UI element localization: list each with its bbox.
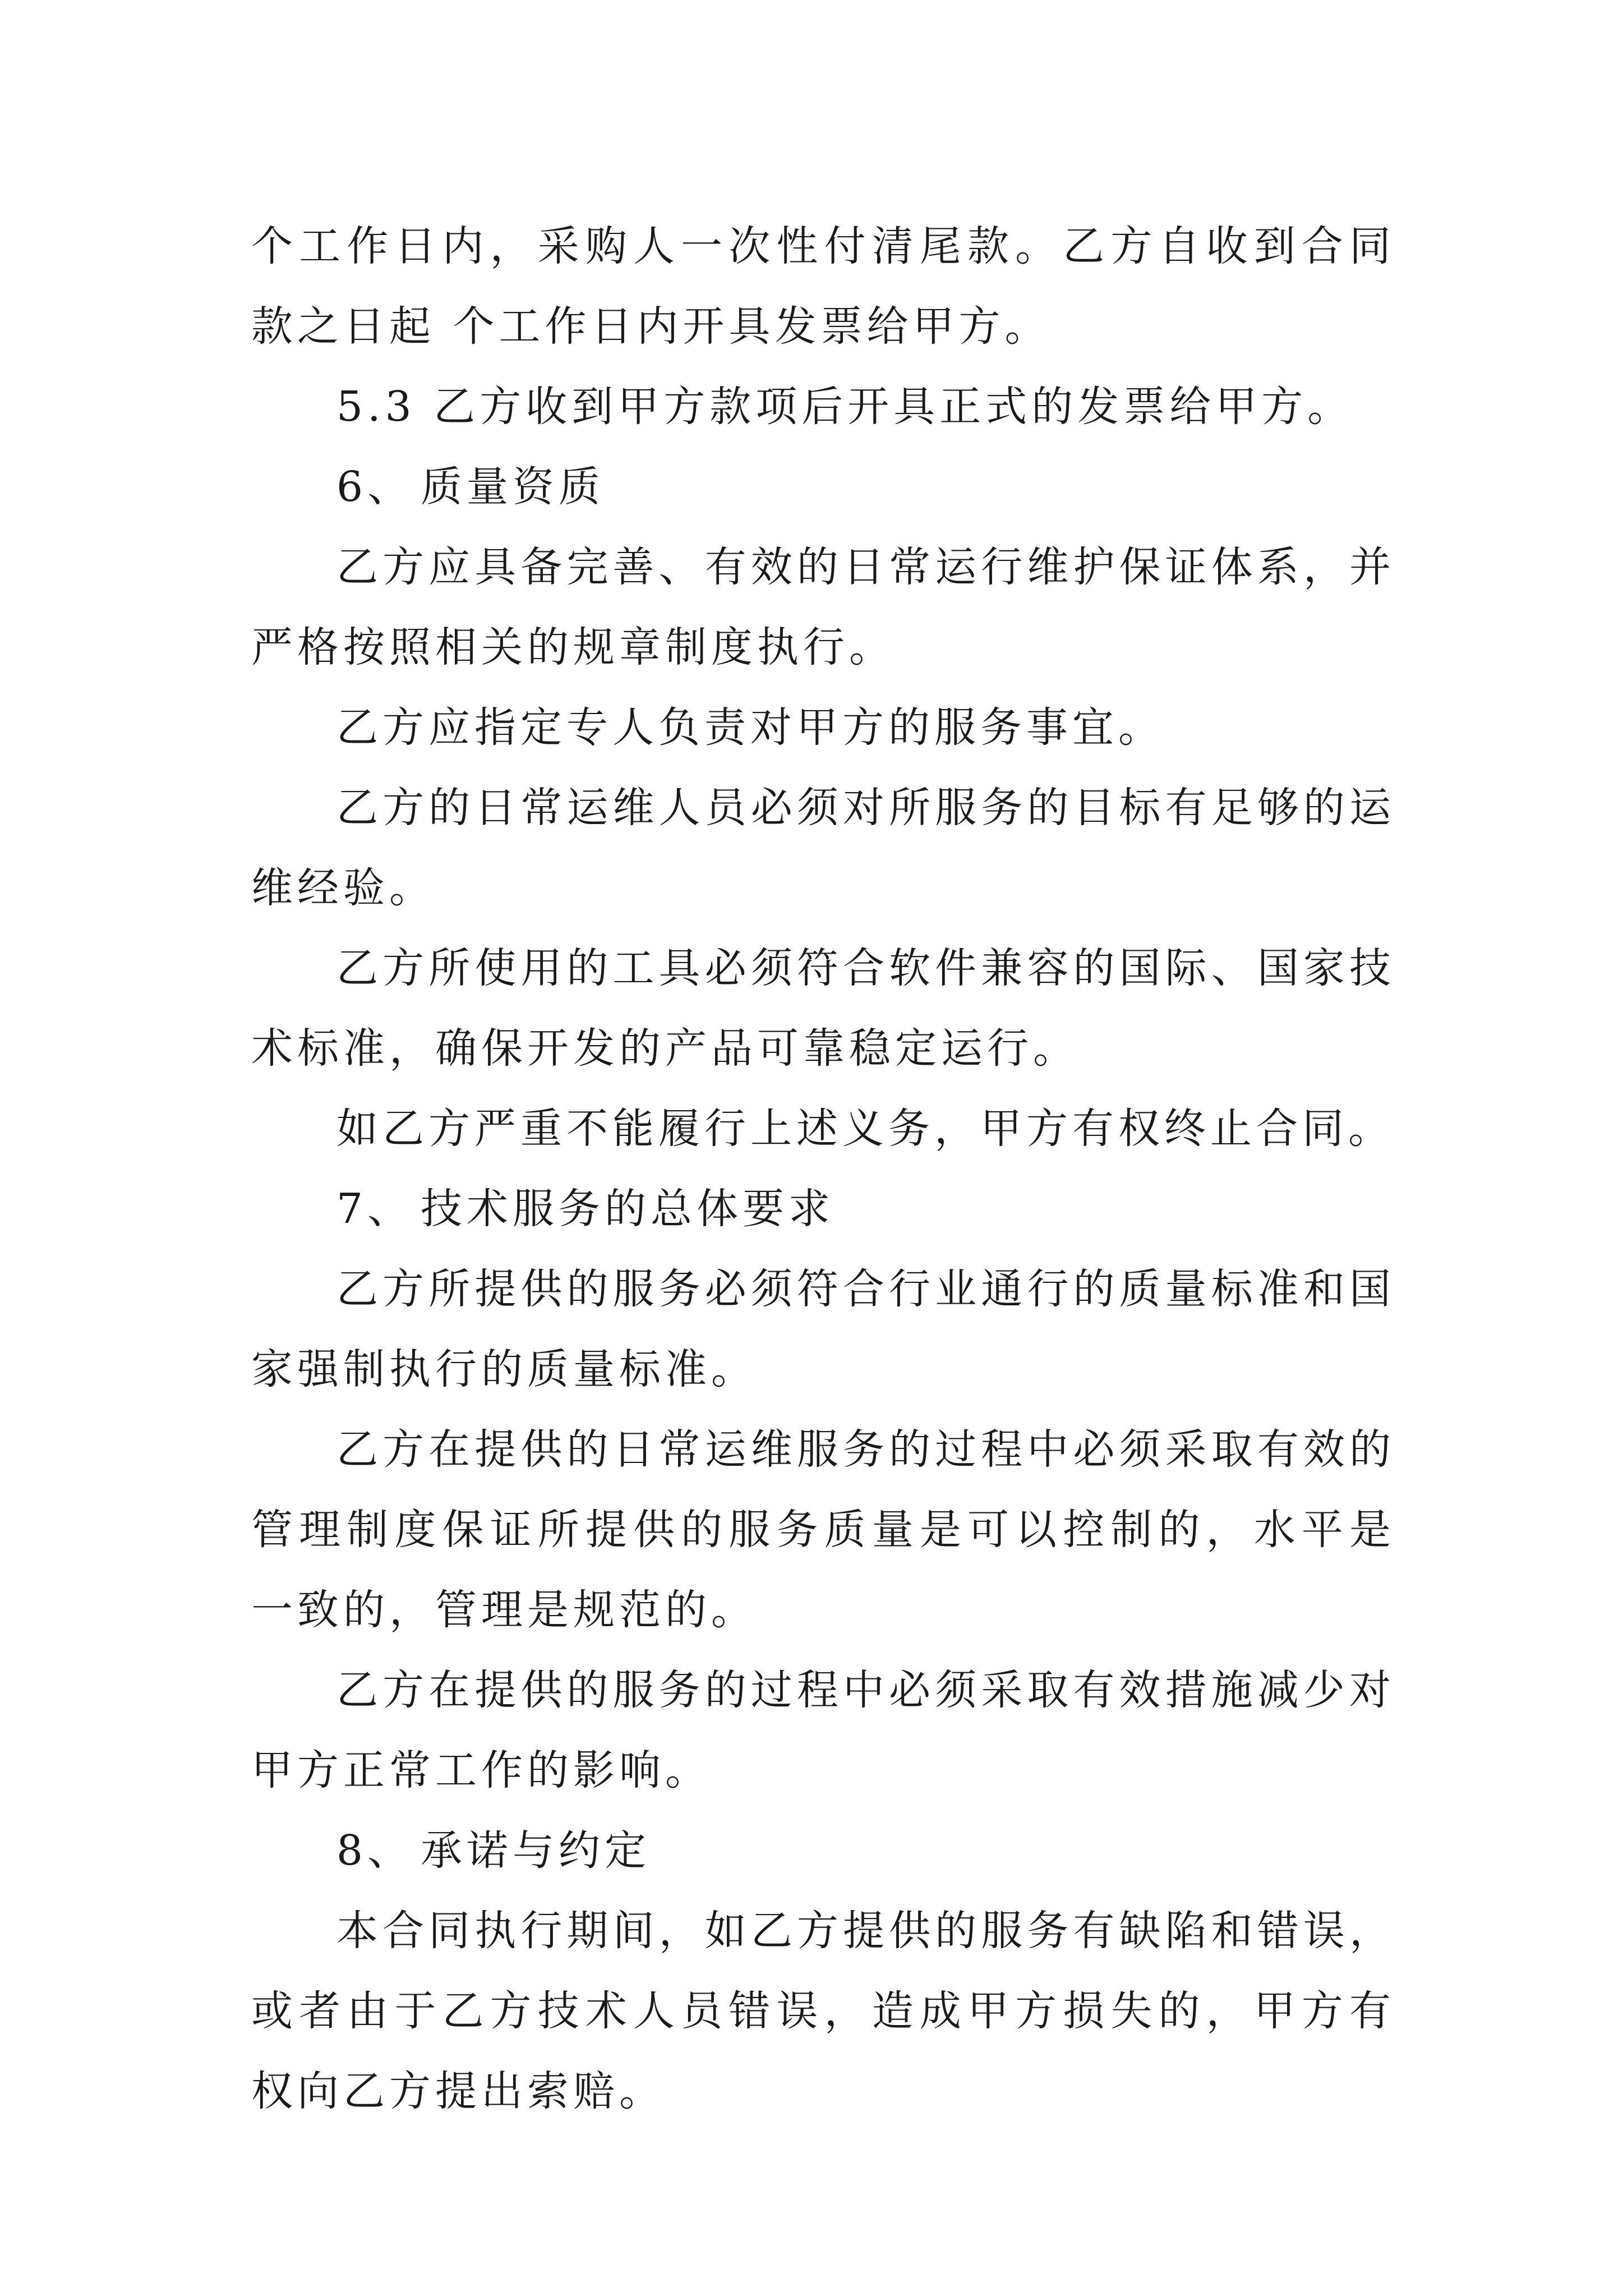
paragraph-ops-experience: 乙方的日常运维人员必须对所服务的目标有足够的运维经验。 bbox=[251, 784, 1395, 912]
paragraph-claims: 本合同执行期间，如乙方提供的服务有缺陷和错误，或者由于乙方技术人员错误，造成甲方损失的，甲方有权向乙方提出索赔。 bbox=[251, 1907, 1395, 2115]
section-heading-commitments bbox=[251, 1811, 1395, 1891]
section-title: 技术服务的总体要求 bbox=[421, 1185, 834, 1233]
paragraph-management-system: 乙方在提供的日常运维服务的过程中必须采取有效的管理制度保证所提供的服务质量是可以控制的，水平是一致的，管理是规范的。 bbox=[251, 1425, 1395, 1634]
section-title: 质量资质 bbox=[421, 463, 605, 511]
section-heading-technical-requirements bbox=[251, 1169, 1395, 1249]
paragraph-payment-continuation: 个工作日内，采购人一次性付清尾款。乙方自收到合同款之日起 个工作日内开具发票给甲方。 bbox=[251, 222, 1395, 351]
paragraph-clause-5-3: 5.3 乙方收到甲方款项后开具正式的发票给甲方。 bbox=[336, 383, 1354, 431]
paragraph-industry-standards: 乙方所提供的服务必须符合行业通行的质量标准和国家强制执行的质量标准。 bbox=[251, 1265, 1395, 1393]
section-number: 6、 bbox=[336, 463, 414, 511]
document-body bbox=[251, 206, 1395, 2132]
paragraph-termination: 如乙方严重不能履行上述义务，甲方有权终止合同。 bbox=[336, 1105, 1394, 1153]
paragraph-tool-standards: 乙方所使用的工具必须符合软件兼容的国际、国家技术标准，确保开发的产品可靠稳定运行。 bbox=[251, 944, 1395, 1073]
section-number: 7、 bbox=[336, 1185, 414, 1233]
paragraph-minimize-impact: 乙方在提供的服务的过程中必须采取有效措施减少对甲方正常工作的影响。 bbox=[251, 1666, 1395, 1795]
section-heading-quality bbox=[251, 447, 1395, 527]
section-title: 承诺与约定 bbox=[421, 1826, 651, 1875]
section-number: 8、 bbox=[336, 1826, 414, 1875]
paragraph-quality-system: 乙方应具备完善、有效的日常运行维护保证体系，并严格按照相关的规章制度执行。 bbox=[251, 543, 1395, 671]
paragraph-designated-person: 乙方应指定专人负责对甲方的服务事宜。 bbox=[336, 703, 1164, 752]
